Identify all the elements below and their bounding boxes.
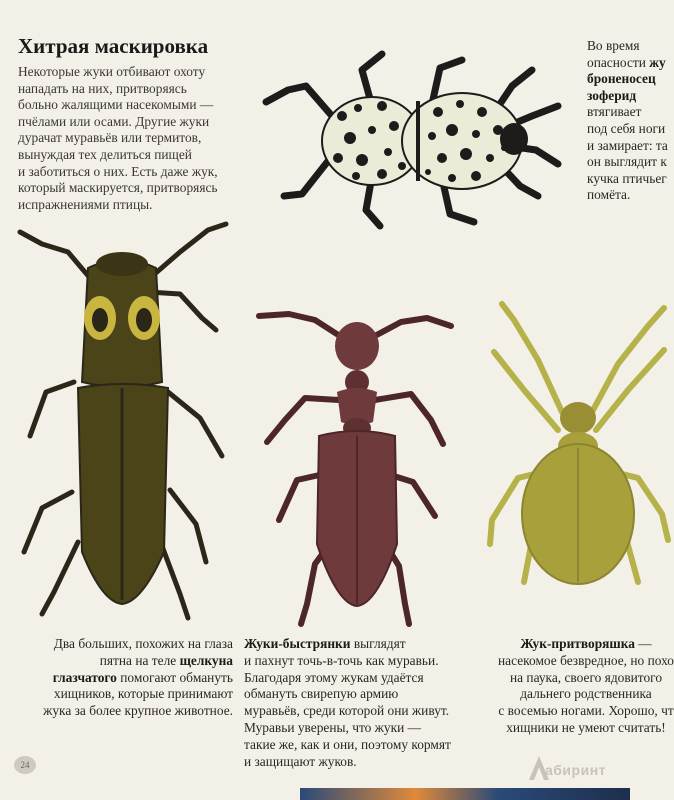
caption-line: и замирает: та (587, 137, 668, 153)
caption-line: обмануть свирепую армию (244, 686, 399, 702)
caption-line (587, 71, 674, 88)
intro-line: Некоторые жуки отбивают охоту (18, 64, 206, 79)
watermark-text: абиринт (545, 762, 607, 778)
caption-line: жука за более крупное животное. (43, 703, 233, 719)
caption-line (486, 636, 674, 653)
caption-line: втягивает (587, 104, 642, 120)
eyed-click-beetle-illustration (12, 222, 234, 622)
caption-bold: глазчатого (52, 669, 117, 685)
caption-bold: Жуки-быстрянки (244, 636, 351, 651)
caption-line: муравьёв, среди которой они живут. (244, 703, 450, 719)
caption-line: хищники не умеют считать! (506, 719, 666, 735)
page-title: Хитрая маскировка (18, 34, 209, 58)
caption-line: и защищают жуков. (244, 753, 357, 769)
caption-line: Муравьи уверены, что жуки — (244, 719, 422, 735)
caption-bold: Жук-притворяшка (520, 636, 635, 651)
click-beetle-caption (18, 636, 233, 720)
caption-text: выглядят (350, 636, 406, 651)
intro-line: который маскируется, притворяясь (18, 180, 218, 196)
intro-line: больно жалящими насекомыми — (18, 97, 214, 113)
spider-beetle-caption (486, 636, 674, 737)
caption-line: такие же, как и они, поэтому кормят (244, 736, 451, 752)
caption-line: хищников, которые принимают (53, 686, 233, 702)
intro-line: и заботиться о них. Есть даже жук, (18, 163, 218, 179)
intro-line: пчёлами или осами. Другие жуки (18, 113, 210, 129)
ironclad-beetle-caption (587, 38, 674, 204)
caption-line (587, 55, 674, 72)
caption-line (587, 88, 674, 105)
intro-line: нападать на них, притворяясь (18, 80, 187, 96)
page-number: 24 (14, 756, 36, 774)
caption-line (18, 653, 233, 670)
caption-line: помёта. (587, 187, 631, 203)
caption-line: дальнего родственника (520, 686, 652, 702)
caption-line: насекомое безвредное, но похо (498, 652, 674, 668)
caption-text: опасности (587, 54, 650, 70)
caption-text: пятна на теле (99, 652, 180, 668)
intro-line: вынуждая тех делиться пищей (18, 146, 192, 162)
caption-bold: щелкуна (179, 652, 233, 668)
caption-line: кучка птичьег (587, 170, 667, 186)
bottom-decor-strip (300, 788, 630, 800)
caption-line (18, 670, 233, 687)
caption-text: — (634, 636, 652, 651)
ant-like-beetle-illustration (255, 304, 465, 628)
spider-beetle-illustration (488, 300, 674, 590)
caption-line: Благодаря этому жукам удаётся (244, 669, 424, 685)
caption-bold: броненосец (587, 71, 656, 87)
intro-line: дурачат муравьёв или термитов, (18, 130, 202, 146)
intro-paragraph (18, 64, 268, 213)
caption-line: и пахнут точь-в-точь как муравьи. (244, 652, 439, 668)
caption-line: Во время (587, 38, 640, 53)
caption-line: он выглядит к (587, 154, 667, 170)
caption-bold: зоферид (587, 87, 637, 103)
caption-line: на паука, своего ядовитого (509, 669, 663, 685)
caption-text: помогают обмануть (116, 669, 233, 685)
intro-line: испражнениями птицы. (18, 196, 153, 212)
caption-line: с восемью ногами. Хорошо, чт (498, 703, 674, 719)
caption-line: под себя ноги (587, 120, 666, 136)
ironclad-beetle-illustration (262, 46, 562, 232)
caption-bold: жу (649, 54, 666, 70)
ant-beetle-caption (244, 636, 476, 770)
caption-line (244, 636, 476, 653)
caption-line: Два больших, похожих на глаза (53, 636, 233, 651)
